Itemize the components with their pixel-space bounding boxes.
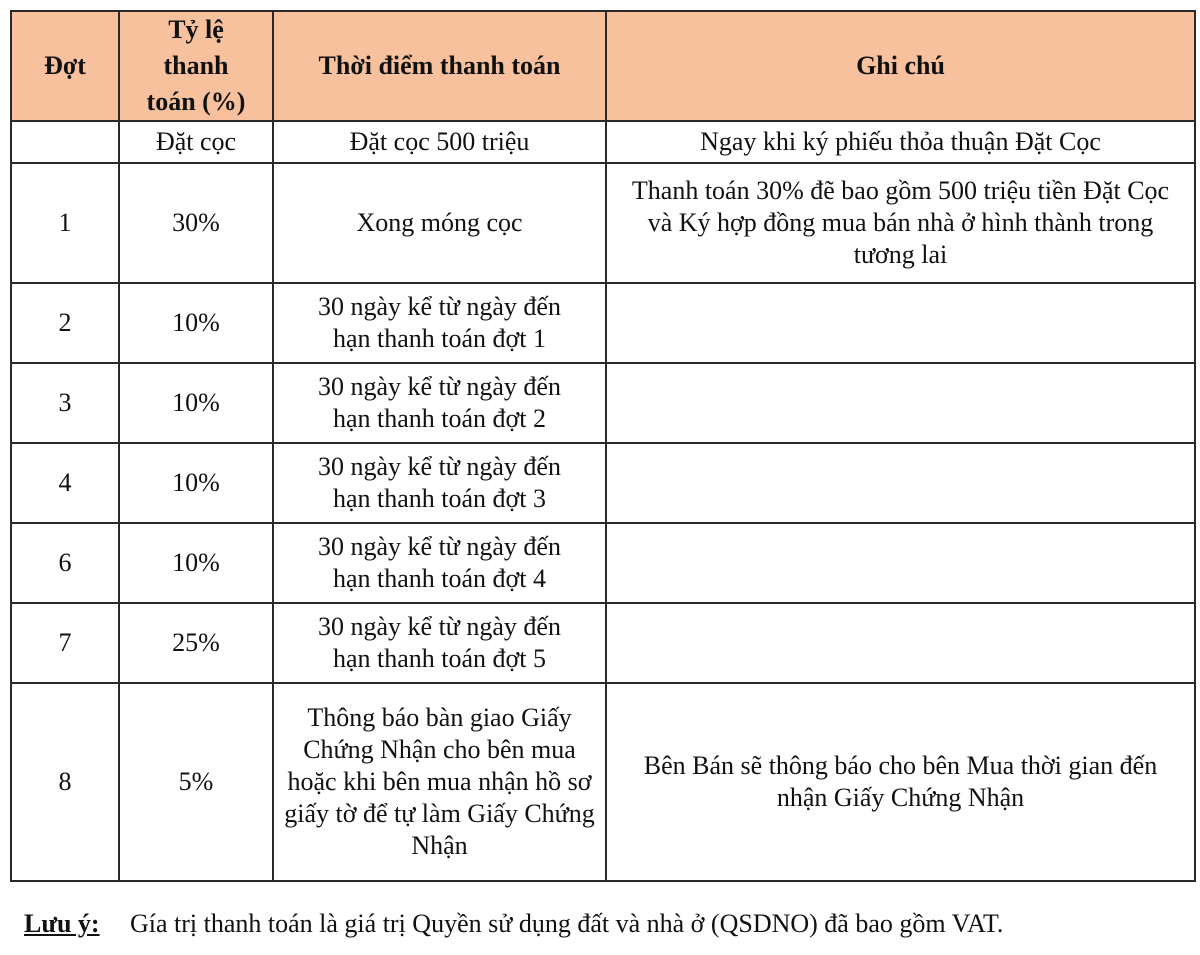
table-row bbox=[11, 283, 1195, 363]
header-ghi-chu: Ghi chú bbox=[606, 11, 1195, 121]
footnote-text: Gía trị thanh toán là giá trị Quyền sử dụng đất và nhà ở (QSDNO) đã bao gồm VAT. bbox=[130, 909, 1004, 938]
cell-thoi-diem: 30 ngày kể từ ngày đến hạn thanh toán đợt 5 bbox=[273, 603, 606, 683]
cell-ty-le: 10% bbox=[119, 443, 273, 523]
footnote-label: Lưu ý: bbox=[24, 909, 100, 938]
table-header-row bbox=[11, 11, 1195, 121]
table-row bbox=[11, 603, 1195, 683]
cell-thoi-diem: 30 ngày kể từ ngày đến hạn thanh toán đợt 3 bbox=[273, 443, 606, 523]
cell-ghi-chu bbox=[606, 443, 1195, 523]
cell-ghi-chu: Bên Bán sẽ thông báo cho bên Mua thời gian đến nhận Giấy Chứng Nhận bbox=[606, 683, 1195, 881]
cell-dot: 4 bbox=[11, 443, 119, 523]
cell-ghi-chu bbox=[606, 283, 1195, 363]
cell-dot: 8 bbox=[11, 683, 119, 881]
cell-ghi-chu bbox=[606, 363, 1195, 443]
cell-ghi-chu: Thanh toán 30% đẽ bao gồm 500 triệu tiền Đặt Cọc và Ký hợp đồng mua bán nhà ở hình thành trong tương lai bbox=[606, 163, 1195, 283]
table-row bbox=[11, 363, 1195, 443]
cell-ty-le: 10% bbox=[119, 523, 273, 603]
header-thoi-diem: Thời điểm thanh toán bbox=[273, 11, 606, 121]
cell-thoi-diem: Đặt cọc 500 triệu bbox=[273, 121, 606, 163]
table-row bbox=[11, 523, 1195, 603]
cell-ty-le: 30% bbox=[119, 163, 273, 283]
cell-ty-le: Đặt cọc bbox=[119, 121, 273, 163]
table-row bbox=[11, 163, 1195, 283]
cell-thoi-diem: Xong móng cọc bbox=[273, 163, 606, 283]
cell-dot: 3 bbox=[11, 363, 119, 443]
cell-thoi-diem: 30 ngày kể từ ngày đến hạn thanh toán đợt 1 bbox=[273, 283, 606, 363]
cell-dot bbox=[11, 121, 119, 163]
cell-ty-le: 5% bbox=[119, 683, 273, 881]
cell-thoi-diem: Thông báo bàn giao Giấy Chứng Nhận cho bên mua hoặc khi bên mua nhận hồ sơ giấy tờ để tự làm Giấy Chứng Nhận bbox=[273, 683, 606, 881]
cell-ty-le: 10% bbox=[119, 283, 273, 363]
cell-thoi-diem: 30 ngày kể từ ngày đến hạn thanh toán đợt 2 bbox=[273, 363, 606, 443]
header-ty-le: Tỷ lệ thanh toán (%) bbox=[119, 11, 273, 121]
cell-dot: 2 bbox=[11, 283, 119, 363]
cell-dot: 1 bbox=[11, 163, 119, 283]
cell-thoi-diem: 30 ngày kể từ ngày đến hạn thanh toán đợt 4 bbox=[273, 523, 606, 603]
cell-ghi-chu: Ngay khi ký phiếu thỏa thuận Đặt Cọc bbox=[606, 121, 1195, 163]
payment-schedule-table bbox=[10, 10, 1196, 882]
cell-ty-le: 10% bbox=[119, 363, 273, 443]
footnote bbox=[24, 908, 1003, 940]
table-row bbox=[11, 121, 1195, 163]
table-row bbox=[11, 443, 1195, 523]
cell-dot: 6 bbox=[11, 523, 119, 603]
cell-ty-le: 25% bbox=[119, 603, 273, 683]
cell-ghi-chu bbox=[606, 523, 1195, 603]
cell-dot: 7 bbox=[11, 603, 119, 683]
header-dot: Đợt bbox=[11, 11, 119, 121]
table-row bbox=[11, 683, 1195, 881]
cell-ghi-chu bbox=[606, 603, 1195, 683]
